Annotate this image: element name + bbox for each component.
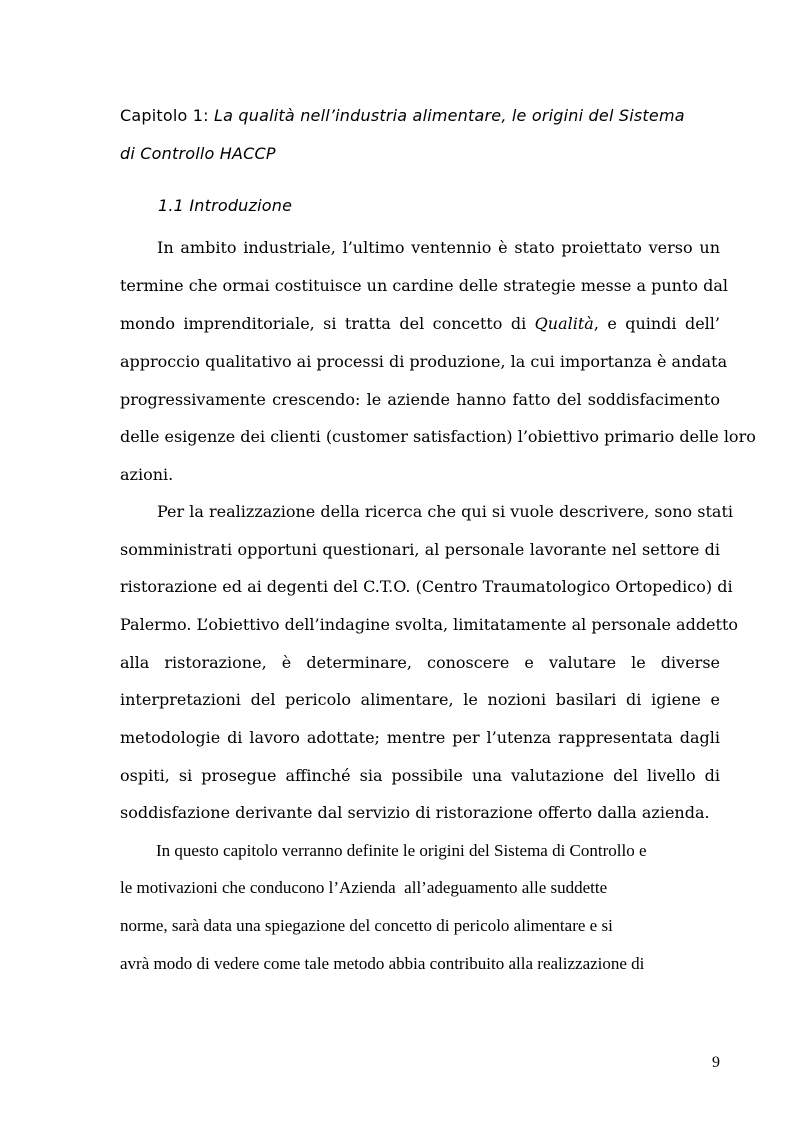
paragraph-1-line-7: azioni.	[120, 465, 174, 484]
paragraph-2-line-4: Palermo. L’obiettivo dell’indagine svolta, limitatamente al personale addetto	[120, 615, 739, 634]
paragraph-1-line-3	[120, 314, 720, 334]
paragraph-1-line-1: In ambito industriale, l’ultimo ventennio è stato proiettato verso un	[157, 238, 720, 257]
paragraph-1-line-3-text-a: mondo imprenditoriale, si tratta del concetto di	[120, 314, 535, 333]
paragraph-1-line-4: approccio qualitativo ai processi di produzione, la cui importanza è andata	[120, 352, 728, 371]
paragraph-1-line-3-text-b: , e quindi dell’	[593, 314, 720, 333]
paragraph-1-line-5: progressivamente crescendo: le aziende hanno fatto del soddisfacimento	[120, 390, 720, 409]
paragraph-3-line-1: In questo capitolo verranno definite le origini del Sistema di Controllo e	[156, 841, 647, 860]
chapter-label: Capitolo 1:	[120, 106, 215, 125]
paragraph-2-line-5: alla ristorazione, è determinare, conoscere e valutare le diverse	[120, 653, 720, 672]
section-title: 1.1 Introduzione	[158, 196, 293, 215]
chapter-title-part-1: La qualità nell’industria alimentare, le origini del Sistema	[214, 106, 685, 125]
paragraph-1-line-6: delle esigenze dei clienti (customer satisfaction) l’obiettivo primario delle loro	[120, 427, 756, 446]
paragraph-2-line-2: somministrati opportuni questionari, al personale lavorante nel settore di	[120, 540, 720, 559]
paragraph-2-line-1: Per la realizzazione della ricerca che qui si vuole descrivere, sono stati	[157, 502, 733, 521]
paragraph-2-line-6: interpretazioni del pericolo alimentare, le nozioni basilari di igiene e	[120, 690, 720, 709]
paragraph-1-line-2: termine che ormai costituisce un cardine delle strategie messe a punto dal	[120, 276, 728, 295]
emphasis-qualita: Qualità	[534, 314, 594, 333]
page-number: 9	[712, 1054, 720, 1071]
paragraph-2-line-9: soddisfazione derivante dal servizio di ristorazione offerto dalla azienda.	[120, 803, 710, 822]
chapter-title-part-2: di Controllo HACCP	[120, 144, 276, 163]
paragraph-2-line-7: metodologie di lavoro adottate; mentre per l’utenza rappresentata dagli	[120, 728, 720, 747]
paragraph-3-line-3: norme, sarà data una spiegazione del concetto di pericolo alimentare e si	[120, 916, 613, 935]
paragraph-2-line-3: ristorazione ed ai degenti del C.T.O. (Centro Traumatologico Ortopedico) di	[120, 577, 733, 596]
paragraph-3-line-2: le motivazioni che conducono l’Azienda all’adeguamento alle suddette	[120, 878, 608, 897]
chapter-heading-line-1	[120, 106, 720, 125]
paragraph-2-line-8: ospiti, si prosegue affinché sia possibile una valutazione del livello di	[120, 766, 720, 785]
paragraph-3-line-4: avrà modo di vedere come tale metodo abbia contribuito alla realizzazione di	[120, 954, 645, 973]
